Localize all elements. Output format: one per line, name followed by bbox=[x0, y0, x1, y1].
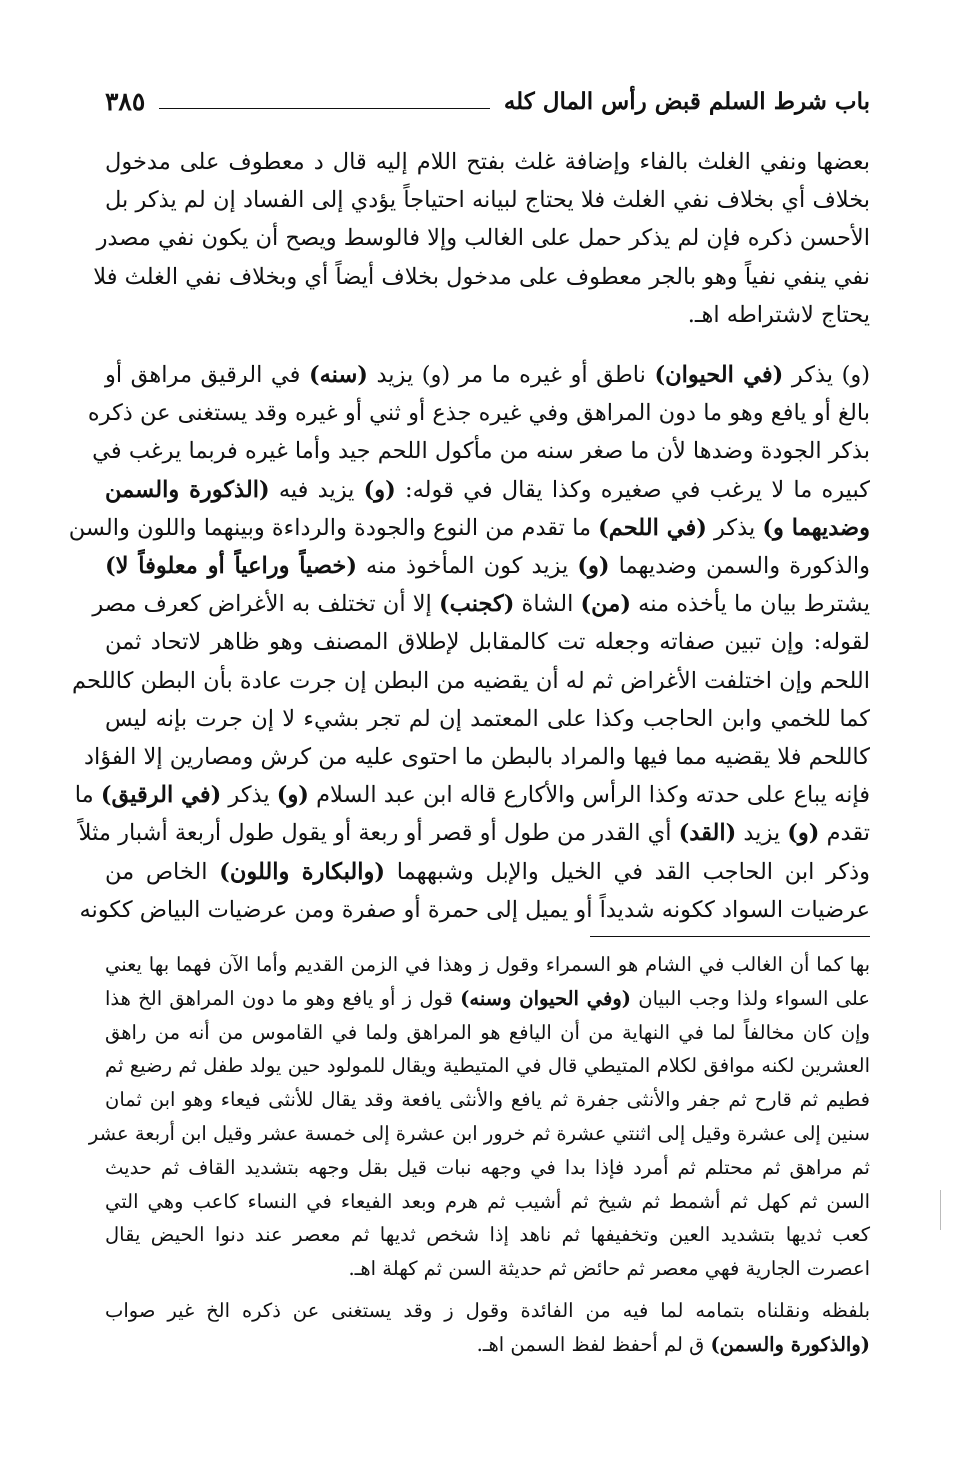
text-run: كاللحم فلا يقضيه مما فيها والمراد بالبطن ما احتوى عليه من كرش ومصارين إلا الفؤاد bbox=[84, 744, 870, 771]
bold-term: (و) bbox=[276, 782, 309, 809]
bold-term: (كجنب) bbox=[438, 591, 515, 618]
text-line bbox=[92, 432, 870, 470]
bold-term: (في الرقيق) bbox=[100, 782, 222, 809]
text-line bbox=[105, 623, 870, 661]
text-line: بعضها ونفي الغلث بالفاء وإضافة غلث بفتح اللام إليه قال د معطوف على مدخول bbox=[105, 149, 870, 175]
bold-term: (و) bbox=[787, 820, 820, 847]
bold-term: (الذكورة والسمن bbox=[105, 476, 270, 503]
text-run: فإنه يباع على حدته وكذا الرأس والأكارع قاله ابن عبد السلام bbox=[308, 782, 870, 809]
text-run: لقوله: وإن تبين صفاته وجعله تت كالمقابل لإطلاق المصنف وهو ظاهر لاتحاد ثمن bbox=[105, 629, 870, 656]
bold-term: (وفي الحيوان وسنه) bbox=[460, 986, 631, 1010]
chapter-title: باب شرط السلم قبض رأس المال كله bbox=[503, 87, 870, 115]
text-run: والذكورة والسمن وضديهما bbox=[609, 553, 870, 580]
main-text bbox=[68, 143, 870, 929]
text-run: كما للخمي وابن الحاجب وكذا على المعتمد إن لم تجر بشيء لا إن جرت بإنه ليس bbox=[105, 705, 870, 732]
text-line: الأحسن ذكره فإن لم يذكر حمل على الغالب وإلا فالوسط ويصح أن يكون نفي مصدر bbox=[96, 225, 870, 252]
footnote-separator bbox=[590, 936, 870, 937]
text-run: وإن كان مخالفاً لما في النهاية من أن اليافع هو المراهق ولما في القاموس من أنه من راهق bbox=[105, 1020, 870, 1044]
text-run: بالغ أو يافع وهو ما دون المراهق وفي غيره جذع أو ثني أو غيره وقد يستغنى عن ذكره bbox=[87, 400, 870, 427]
bold-term: (والذكورة والسمن) bbox=[710, 1332, 870, 1356]
text-run: على السواء ولذا وجب البيان bbox=[631, 986, 870, 1010]
text-run: تقدم bbox=[819, 820, 870, 847]
text-run: إلا أن تختلف به الأغراض كعرف مصر bbox=[92, 591, 439, 618]
text-run: ما bbox=[74, 782, 101, 809]
footnote-block-2 bbox=[105, 1294, 870, 1362]
text-line bbox=[105, 1294, 870, 1328]
header-rule bbox=[159, 108, 490, 109]
text-run: فطيم ثم قارح ثم جفر والأنثى جفرة ثم يافع والأنثى يافعة وقد يقال للأنثى فيعاء وهو ابن ثمان bbox=[105, 1088, 870, 1112]
paragraph-2 bbox=[68, 356, 870, 929]
text-line bbox=[88, 1117, 870, 1151]
text-run: ق لم أحفظ لفظ السمن اهـ. bbox=[476, 1332, 711, 1356]
footnote-block-1 bbox=[88, 948, 870, 1286]
text-line bbox=[71, 662, 870, 700]
text-run: كعب ثديها بتشديد العين وتخفيفها ثم ناهد إذا شخص ثديها ثم معصر عند دنوا الحيض يقال bbox=[105, 1223, 870, 1247]
text-line bbox=[74, 776, 870, 814]
text-run: بلفظه ونقلناه بتمامه لما فيه من الفائدة وقول ز وقد يستغنى عن ذكره الخ غير صواب bbox=[105, 1298, 870, 1322]
text-run: في الرقيق مراهق أو bbox=[105, 362, 309, 389]
text-line bbox=[105, 982, 870, 1016]
text-line bbox=[105, 948, 870, 982]
text-line bbox=[105, 1218, 870, 1252]
text-run: قول ز أو يافع وهو ما دون المراهق الخ هذا bbox=[105, 986, 461, 1010]
text-line: بخلاف أي بخلاف نفي الغلث فلا يحتاج لبيانه احتياجاً يؤدي إلى الفساد إن لم يذكر بل bbox=[105, 187, 870, 214]
text-line bbox=[78, 814, 870, 852]
bold-term: (القد) bbox=[678, 820, 737, 847]
text-run: وذكر ابن الحاجب القد في الخيل والإبل وشبههما bbox=[385, 858, 870, 885]
text-run: الشاة bbox=[514, 591, 581, 618]
text-run: كبيره ما لا يرغب في صغيره وكذا يقال في قوله: bbox=[395, 476, 870, 503]
page-number: ٣٨٥ bbox=[105, 86, 146, 116]
text-line bbox=[105, 1049, 870, 1083]
text-line bbox=[105, 1252, 870, 1286]
text-run: الخاص من bbox=[105, 858, 220, 885]
text-line bbox=[105, 471, 870, 509]
paragraph-1 bbox=[93, 143, 870, 334]
bold-term: (سنه) bbox=[308, 362, 368, 389]
text-run: يذكر bbox=[706, 514, 763, 541]
text-run: بها كما أن الغالب في الشام هو السمراء وقول ز وهذا في الزمن القديم وأما الآن فهما بها يعني bbox=[105, 953, 870, 976]
text-line bbox=[105, 547, 870, 585]
running-header bbox=[105, 82, 870, 120]
text-line bbox=[105, 700, 870, 738]
text-run: ما تقدم من النوع والجودة والرداءة وبينهما واللون والسن bbox=[68, 514, 599, 541]
text-run: يشترط بيان ما يأخذه منه bbox=[631, 591, 870, 618]
text-run: السن ثم كهل ثم أشمط ثم شيخ ثم أشيب ثم هرم وبعد الفيعاء في النساء كاعب وهي التي bbox=[105, 1189, 870, 1213]
bold-term: (في اللحم) bbox=[598, 514, 707, 541]
text-run: اللحم وإن اختلفت الأغراض ثم له أن يقضيه من البطن إن جرت عادة بأن البطن كاللحم bbox=[71, 667, 870, 694]
text-line bbox=[105, 1185, 870, 1219]
bold-term: (في الحيوان) bbox=[654, 362, 784, 389]
bold-term: (من) bbox=[580, 591, 632, 618]
text-run: أي القدر من طول أو قصر أو ربعة أو يقول طول أربعة أشبار مثلاً bbox=[78, 820, 679, 847]
text-run: بذكر الجودة وضدها لأن ما صغر سنه من مأكول اللحم جيد وأما غيره فربما يرغب في bbox=[92, 438, 870, 465]
scan-mark bbox=[940, 1190, 941, 1230]
text-run: ثم مراهق ثم محتلم ثم أمرد فإذا بدا في وجهه نبات قيل بقل وجهه بتشديد القاف ثم حديث bbox=[105, 1155, 870, 1179]
text-run: (و) يذكر bbox=[783, 362, 870, 389]
text-line bbox=[105, 1016, 870, 1050]
text-run: عرضيات السواد ككونه شديداً أو يميل إلى حمرة أو صفرة ومن عرضيات البياض ككونه bbox=[79, 896, 870, 923]
footnote-gap bbox=[105, 1286, 870, 1294]
text-line: يحتاج لاشتراطه اهـ. bbox=[687, 301, 870, 328]
text-line bbox=[87, 394, 870, 432]
text-run: سنين إلى عشرة وقيل إلى اثنتي عشرة ثم خرور ابن عشرة إلى خمسة عشر وقيل ابن أربعة عشر bbox=[88, 1121, 870, 1145]
text-run: يذكر bbox=[221, 782, 277, 809]
text-line bbox=[105, 356, 870, 394]
paragraph-gap bbox=[105, 334, 870, 356]
text-line: نفي ينفي نفياً وهو بالجر معطوف على مدخول بخلاف أيضاً أي وبخلاف نفي الغلث فلا bbox=[93, 263, 870, 290]
text-run: العشرين لكنه موافق لكلام المتيطي قال في المتيطية ويقال للمولود حين يولد طفل ثم رضيع ثم bbox=[105, 1054, 870, 1078]
text-line bbox=[105, 853, 870, 891]
text-line bbox=[105, 1328, 870, 1362]
bold-term: (و) bbox=[577, 553, 610, 580]
text-line bbox=[79, 891, 870, 929]
text-run: يزيد كون المأخوذ منه bbox=[356, 553, 578, 580]
text-line bbox=[105, 1083, 870, 1117]
bold-term: (و) bbox=[363, 476, 396, 503]
text-line bbox=[84, 738, 870, 776]
text-run: يزيد فيه bbox=[269, 476, 364, 503]
text-run: يزيد bbox=[736, 820, 788, 847]
text-run: ناطق أو غيره ما مر (و) يزيد bbox=[367, 362, 655, 389]
text-line bbox=[68, 509, 870, 547]
text-line bbox=[92, 585, 870, 623]
text-line bbox=[105, 1151, 870, 1185]
text-run: اعصرت الجارية فهي معصر ثم حائض ثم حديثة السن ثم كهلة اهـ. bbox=[348, 1257, 870, 1281]
bold-term: (والبكارة واللون) bbox=[219, 858, 386, 885]
bold-term: (خصياً وراعياً أو معلوفاً لا) bbox=[105, 553, 357, 580]
footnotes bbox=[88, 948, 870, 1362]
bold-term: وضديهما و) bbox=[762, 514, 870, 541]
